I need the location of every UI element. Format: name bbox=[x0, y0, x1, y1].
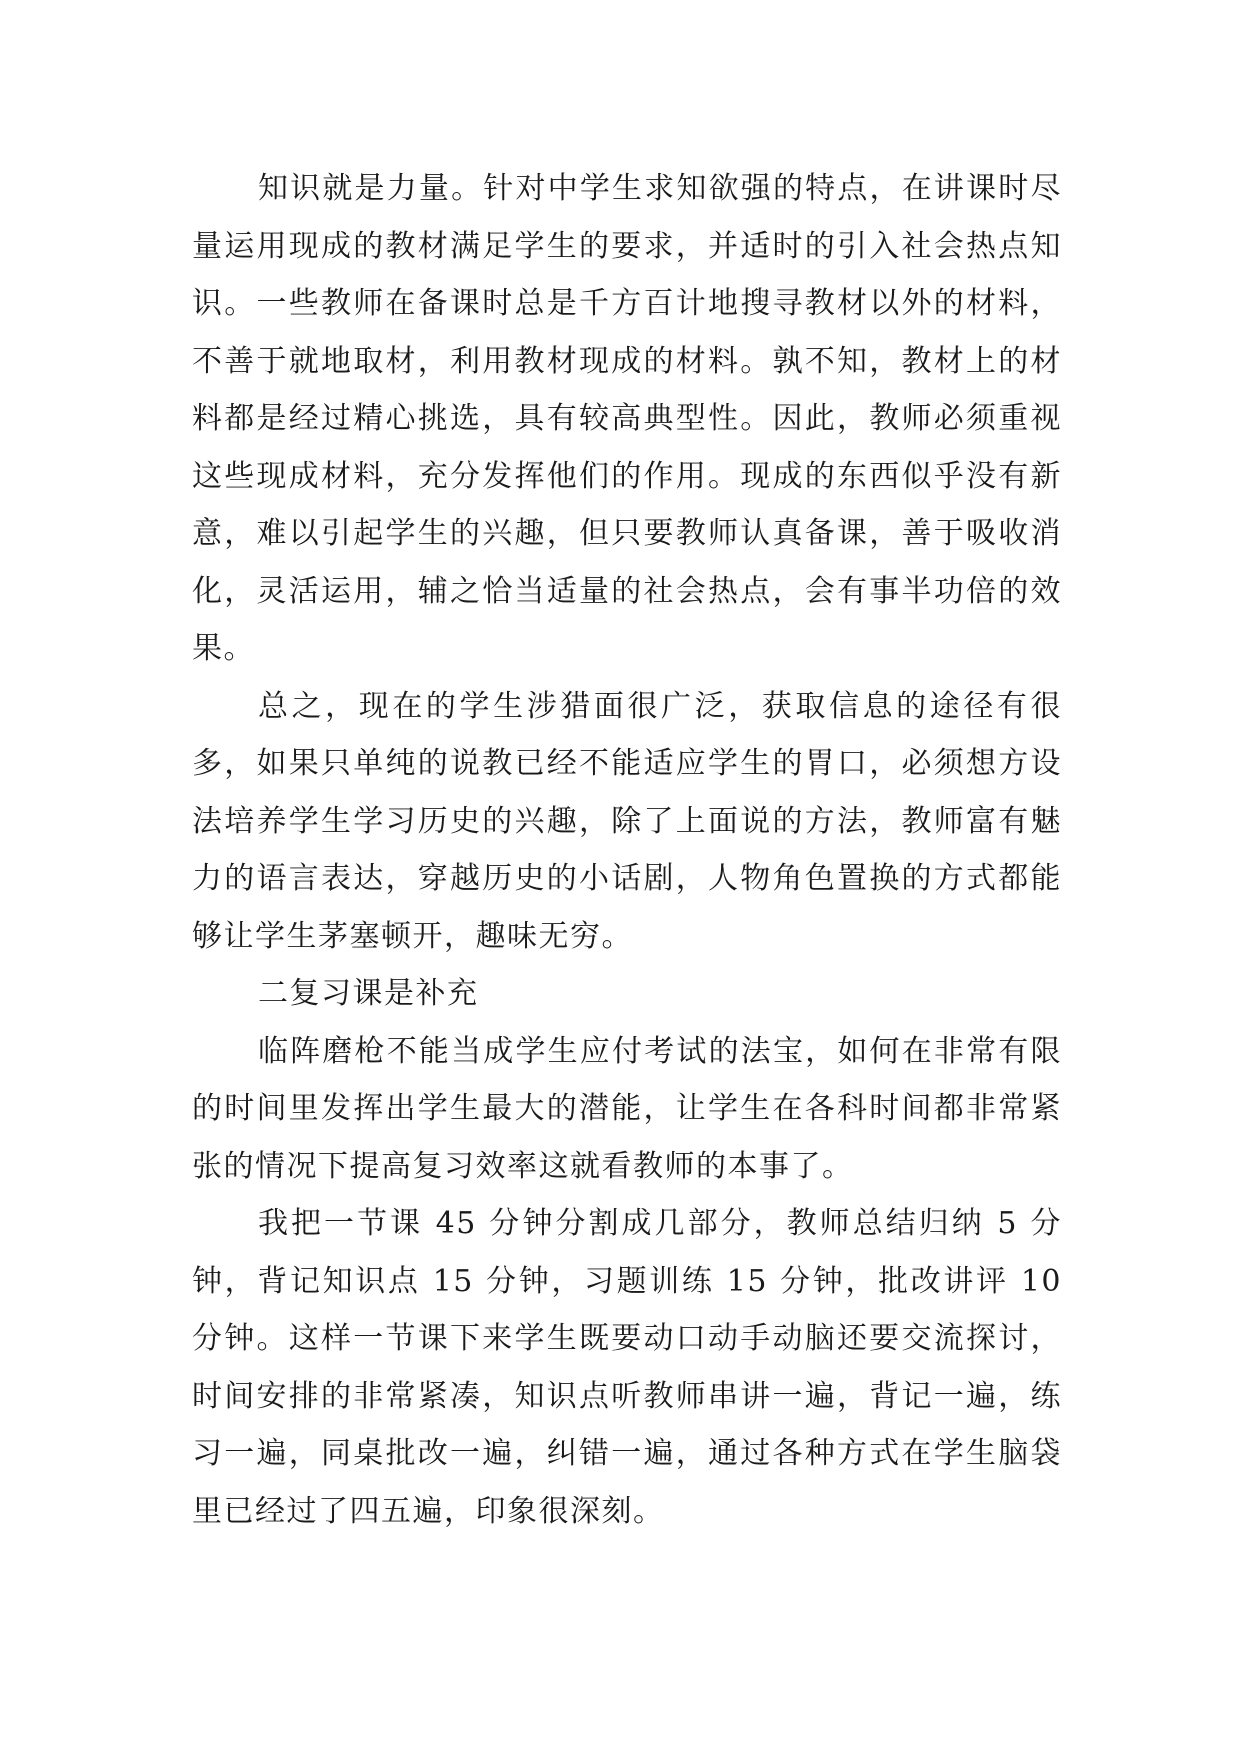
paragraph-cramming: 临阵磨枪不能当成学生应付考试的法宝，如何在非常有限的时间里发挥出学生最大的潜能，让学生在各科时间都非常紧张的情况下提高复习效率这就看教师的本事了。 bbox=[192, 1033, 1062, 1184]
document-body bbox=[192, 160, 1062, 1540]
paragraph-lesson-schedule: 我把一节课 45 分钟分割成几部分，教师总结归纳 5 分钟，背记知识点 15 分钟，习题训练 15 分钟，批改讲评 10 分钟。这样一节课下来学生既要动口动手动脑还要交流探讨，时间安排的非常紧凑，知识点听教师串讲一遍，背记一遍，练习一遍，同桌批改一遍，纠错一遍，通过各种方式在学生脑袋里已经过了四五遍，印象很深刻。 bbox=[192, 1206, 1062, 1529]
section-heading-review-class: 二复习课是补充 bbox=[258, 976, 479, 1011]
paragraph-knowledge-is-power: 知识就是力量。针对中学生求知欲强的特点，在讲课时尽量运用现成的教材满足学生的要求，并适时的引入社会热点知识。一些教师在备课时总是千方百计地搜寻教材以外的材料，不善于就地取材，利用教材现成的材料。孰不知，教材上的材料都是经过精心挑选，具有较高典型性。因此，教师必须重视这些现成材料，充分发挥他们的作用。现成的东西似乎没有新意，难以引起学生的兴趣，但只要教师认真备课，善于吸收消化，灵活运用，辅之恰当适量的社会热点，会有事半功倍的效果。 bbox=[192, 171, 1062, 666]
paragraph-summary: 总之，现在的学生涉猎面很广泛，获取信息的途径有很多，如果只单纯的说教已经不能适应学生的胃口，必须想方设法培养学生学习历史的兴趣，除了上面说的方法，教师富有魅力的语言表达，穿越历史的小话剧，人物角色置换的方式都能够让学生茅塞顿开，趣味无穷。 bbox=[192, 688, 1062, 954]
